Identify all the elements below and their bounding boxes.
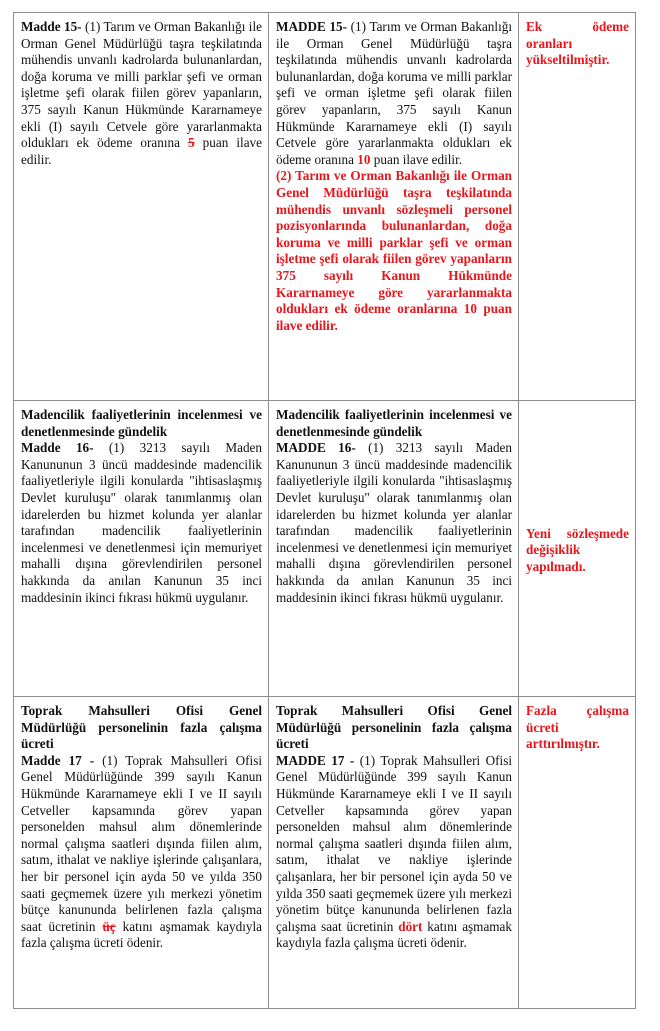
article-text: (1) Toprak Mahsulleri Ofisi Genel Müdürlüğünde 399 sayılı Kanun Hükmünde Kararnameye ekli I ve II sayılı Cetveller kapsamında görev yapan personelden mahsul alım dönemlerinde normal çalışma saatleri dışında fiilen alım, satım, ithalat ve nakliye işlerinde çalışanlara, her bir personel için ayda 50 ve yılda 350 saati geçmemek üzere yılı merkezi yönetim bütçe kanununda belirlenen fazla çalışma saat ücretinin: [276, 752, 512, 934]
article-paragraph: [21, 440, 262, 606]
new-text-cell: [269, 697, 519, 1009]
changed-value: dört: [398, 918, 423, 934]
old-text-cell: [14, 697, 269, 1009]
removed-value: 5: [188, 135, 195, 151]
changed-value: 10: [357, 151, 371, 167]
article-text: (1) 3213 sayılı Maden Kanununun 3 üncü maddesinde madencilik faaliyetleriyle ilgili konularda "ihtisaslaşmış Devlet kuruluşu" olarak tanımlanmış olan idarelerden bu hizmet kolunda yer alanlar tarafından madencilik faaliyetlerinin incelenmesi ve denetlenmesi için memuriyet mahalli dışına görevlendirilen personel hakkında da anılan Kanunun 35 inci maddesinin ikinci fıkrası hükmü uygulanır.: [21, 440, 262, 605]
removed-value: üç: [102, 918, 116, 934]
added-paragraph: (2) Tarım ve Orman Bakanlığı ile Orman Genel Müdürlüğü taşra teşkilatında mühendis unvanlı sözleşmeli personel pozisyonlarında bulunanlardan, doğa koruma ve milli parklar şefi ve orman işletme şefi olarak fiilen görev yapanların 375 sayılı Kanun Hükmünde Kararnameye göre yararlanmakta oldukları ek ödeme oranlarına 10 puan ilave edilir.: [276, 168, 512, 333]
new-text-cell: [269, 13, 519, 401]
article-text: katını aşmamak kaydıyla fazla çalışma ücreti ödenir.: [21, 918, 262, 951]
table-row: [14, 697, 636, 1009]
old-text-cell: [14, 13, 269, 401]
table-row: [14, 13, 636, 401]
article-paragraph: [276, 753, 512, 952]
old-text-cell: [14, 401, 269, 697]
table-row: [14, 401, 636, 697]
article-text: (1) Tarım ve Orman Bakanlığı ile Orman Genel Müdürlüğü taşra teşkilatında mühendis unvanlı kadrolarda bulunanlardan, doğa koruma ve milli parklar şefi ve orman işletme şefi olarak fiilen görev yapanların, 375 sayılı Kanun Hükmünde Kararnameye ekli (I) sayılı Cetvele göre yararlanmakta oldukları ek ödeme oranına: [276, 19, 512, 167]
article-label: MADDE 15-: [276, 19, 348, 34]
article-label: Madde 17 -: [21, 752, 95, 768]
comparison-table: [13, 12, 636, 1009]
article-paragraph: [21, 753, 262, 952]
article-paragraph: [276, 440, 512, 606]
new-text-cell: [269, 401, 519, 697]
article-text: puan ilave edilir.: [370, 151, 463, 167]
change-note: Yeni sözleşmede değişiklik yapılmadı.: [519, 401, 636, 697]
article-heading: Madencilik faaliyetlerinin incelenmesi ve denetlenmesinde gündelik: [276, 407, 512, 439]
article-text: (1) 3213 sayılı Maden Kanununun 3 üncü maddesinde madencilik faaliyetleriyle ilgili konularda "ihtisaslaşmış Devlet kuruluşu" olarak tanımlanmış olan idarelerden bu hizmet kolunda yer alanlar tarafından madencilik faaliyetlerinin incelenmesi ve denetlenmesi için memuriyet mahalli dışına görevlendirilen personel hakkında da anılan Kanunun 35 inci maddesinin ikinci fıkrası hükmü uygulanır.: [276, 440, 512, 605]
article-paragraph: [276, 19, 512, 168]
article-heading: Toprak Mahsulleri Ofisi Genel Müdürlüğü personelinin fazla çalışma ücreti: [21, 703, 262, 752]
article-text: puan ilave edilir.: [21, 135, 262, 167]
article-label: MADDE 17 -: [276, 752, 355, 768]
article-text: (1) Toprak Mahsulleri Ofisi Genel Müdürlüğünde 399 sayılı Kanun Hükmünde Kararnameye ekli I ve II sayılı Cetveller kapsamında görev yapan personelden mahsul alım dönemlerinde normal çalışma saatleri dışında fiilen alım, satım, ithalat ve nakliye işlerinde çalışanlara, her bir personel için ayda 50 ve yılda 350 saati geçmemek üzere yılı merkezi yönetim bütçe kanununda belirlenen fazla çalışma saat ücretinin: [21, 752, 262, 934]
article-label: MADDE 16-: [276, 440, 356, 456]
article-text: (1) Tarım ve Orman Bakanlığı ile Orman Genel Müdürlüğü taşra teşkilatında mühendis unvanlı kadrolarda bulunanlardan, doğa koruma ve milli parklar şefi ve orman işletme şefi olarak fiilen görev yapanların, 375 sayılı Kanun Hükmünde Kararnameye ekli (I) sayılı Cetvele göre yararlanmakta oldukları ek ödeme oranına: [21, 19, 262, 151]
change-note: Fazla çalışma ücreti arttırılmıştır.: [519, 697, 636, 1009]
article-label: Madde 15-: [21, 19, 82, 34]
change-note: Ek ödeme oranları yükseltilmiştir.: [519, 13, 636, 401]
article-text: katını aşmamak kaydıyla fazla çalışma ücreti ödenir.: [276, 918, 512, 951]
article-paragraph: [21, 19, 262, 168]
article-heading: Madencilik faaliyetlerinin incelenmesi ve denetlenmesinde gündelik: [21, 407, 262, 439]
article-heading: Toprak Mahsulleri Ofisi Genel Müdürlüğü personelinin fazla çalışma ücreti: [276, 703, 512, 752]
article-label: Madde 16-: [21, 440, 94, 456]
